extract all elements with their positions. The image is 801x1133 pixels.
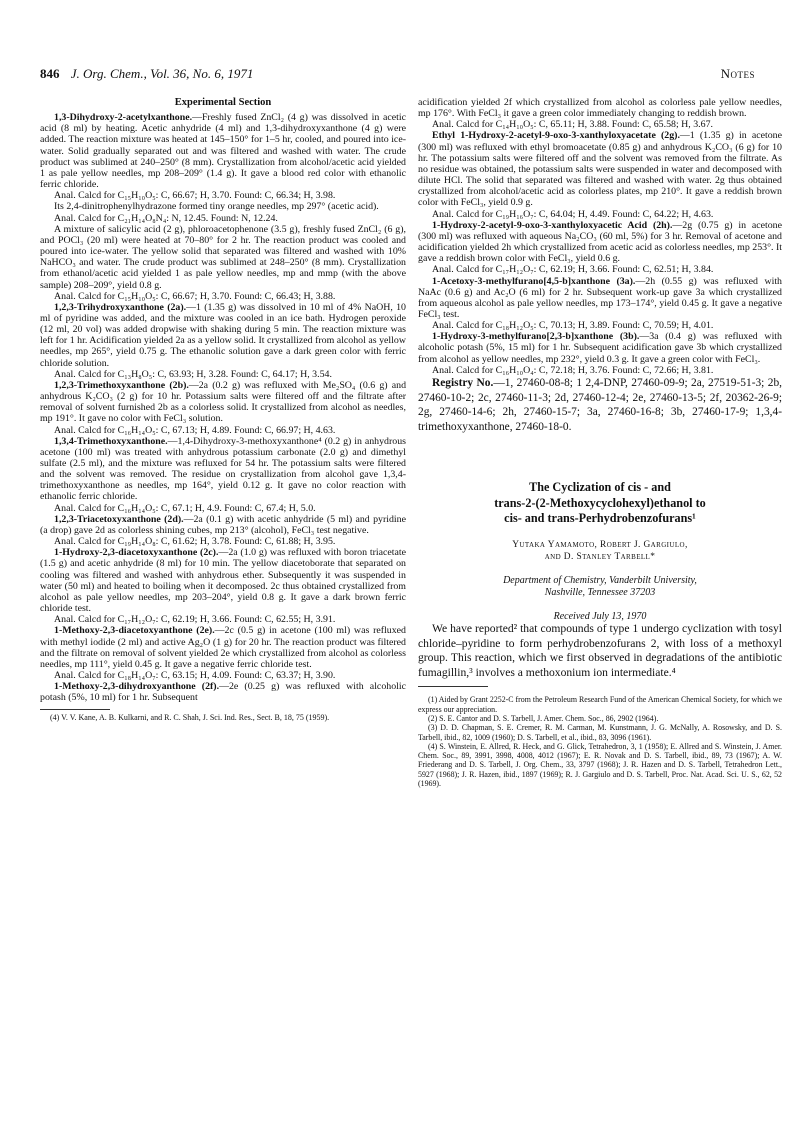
paragraph-text: Anal. Calcd for C₁₇H₁₂O₇: C, 62.19; H, 3.66. Found: C, 62.55; H, 3.91.: [54, 614, 336, 626]
references-rule: [418, 686, 488, 687]
paragraph: [40, 302, 406, 369]
paragraph-text: Anal. Calcd for C₁₉H₁₆O₇: C, 64.04; H, 4.49. Found: C, 64.22; H, 4.63.: [432, 208, 714, 220]
paragraph-text: Anal. Calcd for C₁₆H₁₄O₅: C, 67.1; H, 4.9. Found: C, 67.4; H, 5.0.: [54, 502, 316, 514]
paragraph: [418, 264, 782, 275]
paragraph: [40, 201, 406, 212]
paragraph: [418, 276, 782, 321]
authors-line-2: and D. Stanley Tarbell*: [544, 551, 656, 562]
compound-heading: 1,3-Dihydroxy-2-acetylxanthone.: [54, 112, 193, 124]
paragraph: [40, 291, 406, 302]
paragraph: [40, 614, 406, 625]
paragraph-text: —1 (1.35 g) was dissolved in 10 ml of 4% NaOH, 10 ml of pyridine was added, and the mixture was cooled in an ice bath. Hydrogen peroxide (12 ml, 20 vol) was added dropwise with shaking during 5 min. The reaction mixture was left for 1 hr. Acidification yielded 2a as a yellow solid. It crystallized from alcohol as yellow needles, mp 265°, yield 0.75 g. The ethanolic solution gave a dark green color with ferric chloride solution.: [40, 301, 406, 369]
registry-numbers: [418, 376, 782, 434]
paragraph-text: Anal. Calcd for C₁₇H₁₂O₇: C, 62.19; H, 3.66. Found: C, 62.51; H, 3.84.: [432, 264, 714, 276]
paragraph: [40, 190, 406, 201]
section-title: Experimental Section: [174, 97, 272, 108]
paragraph-text: —1,4-Dihydroxy-3-methoxyxanthone⁴ (0.2 g) in anhydrous acetone (100 ml) was treated with anhydrous potassium carbonate (2.0 g) and dimethyl sulfate (2.5 ml), and the mixture was refluxed for 54 hr. The potassium salts were filtered and the solvent was removed. The residue on crystallization from alcohol gave 1,3,4-trimethoxyxanthone as needles, mp 164°, yield 0.12 g. It gave no color reaction with ethanolic ferric chloride.: [40, 435, 406, 503]
paragraph: [418, 209, 782, 220]
running-header: [40, 66, 755, 84]
footnote: (4) V. V. Kane, A. B. Kulkarni, and R. C. Shah, J. Sci. Ind. Res., Sect. B, 18, 75 (1959).: [50, 713, 330, 723]
paragraph-text: Its 2,4-dinitrophenylhydrazone formed tiny orange needles, mp 297° (acetic acid).: [54, 201, 379, 213]
paragraph-text: —2e (0.25 g) was refluxed with alcoholic potash (5%, 10 ml) for 1 hr. Subsequent: [40, 681, 406, 704]
paragraph-text: —2a (0.1 g) with acetic anhydride (5 ml) and pyridine (a drop) gave 2d as colorless shining cubes, mp 213° (alcohol), FeCl₃ test negative.: [40, 513, 406, 536]
registry-label: Registry No.: [432, 376, 494, 389]
paragraph: [40, 514, 406, 536]
paragraph: [40, 112, 406, 190]
paragraph-text: Anal. Calcd for C₁₆H₁₄O₅: C, 67.13; H, 4.89. Found: C, 66.97; H, 4.63.: [54, 424, 336, 436]
reference-item: (2) S. E. Cantor and D. S. Tarbell, J. Amer. Chem. Soc., 86, 2902 (1964).: [428, 713, 659, 723]
title-line-2: trans-2-(2-Methoxycyclohexyl)ethanol to: [494, 495, 706, 510]
paragraph-text: —1 (1.35 g) in acetone (300 ml) was refluxed with ethyl bromoacetate (0.85 g) and anhydrous K₂CO₃ (6 g) for 10 hr. The potassium salts were filtered off and the solvent was removed from the filtrate. As no residue was obtained, the potassium salts were suspended in water and decomposed with dilute HCl. The solid that separated was filtered and washed with water. 2g thus obtained crystallized from alcohol/acetic acid as colorless plates, mp 210°. It gave a reddish brown color with FeCl₃, yield 0.9 g.: [418, 130, 782, 209]
title-line-1: The Cyclization of cis - and: [529, 480, 671, 495]
journal-citation: J. Org. Chem., Vol. 36, No. 6, 1971: [70, 66, 254, 81]
registry-text: —1, 27460-08-8; 1 2,4-DNP, 27460-09-9; 2a, 27519-51-3; 2b, 27460-10-2; 2c, 27460-11-3; 2d, 27460-12-4; 2e, 27460-13-5; 2f, 20362-26-9; 2g, 27460-14-6; 2h, 27460-15-7; 3a, 27460-16-8; 3b, 27460-17-9; 1,3,4-trimethoxyxanthone, 27460-18-0.: [418, 376, 782, 433]
compound-heading: 1-Methoxy-2,3-dihydroxyanthone (2f).: [54, 681, 220, 693]
compound-heading: Ethyl 1-Hydroxy-2-acetyl-9-oxo-3-xanthyloxyacetate (2g).: [432, 130, 680, 142]
right-column: [418, 97, 782, 788]
paragraph-text: acidification yielded 2f which crystallized from alcohol as colorless pale yellow needles, mp 176°. With FeCl₃ it gave a green color immediately changing to reddish brown.: [418, 97, 782, 120]
article-title: [418, 480, 782, 527]
paragraph-text: —2h (0.55 g) was refluxed with NaAc (0.6 g) and Ac₂O (6 ml) for 2 hr. Subsequent work-up gave 3a which crystallized from aqueous alcohol as pale yellow needles, mp 173–174°, yield 0.45 g. It gave a negative FeCl₃ test.: [418, 275, 782, 320]
reference-item: (3) D. D. Chapman, S. E. Cremer, R. M. Carman, M. Kunstmann, J. G. McNally, A. Rosowsky, and D. S. Tarbell, ibid., 82, 1009 (1960); D. S. Tarbell, et al., ibid., 83, 3096 (1961).: [418, 723, 782, 742]
paragraph: [418, 130, 782, 208]
compound-heading: 1,3,4-Trimethoxyxanthone.: [54, 435, 168, 447]
affiliation: [418, 575, 782, 599]
paragraph: [418, 331, 782, 364]
paragraph: [418, 365, 782, 376]
left-column: [40, 97, 406, 723]
paragraph: [418, 320, 782, 331]
paragraph: [40, 369, 406, 380]
reference-item: (1) Aided by Grant 2252-C from the Petroleum Research Fund of the American Chemical Society, for which we express our appreciation.: [418, 695, 782, 714]
affiliation-line-2: Nashville, Tennessee 37203: [544, 586, 656, 598]
references: [418, 695, 782, 788]
paragraph-text: —2a (1.0 g) was refluxed with boron triacetate (1.5 g) and acetic anhydride (8 ml) for 10 min. The yellow diacetoborate that separated on cooling was filtered and washed with anhydrous ether. Subsequently it was suspended in water (50 ml) and heated to boiling when it decomposed. 2c thus obtained crystallized from alcohol as pale yellow needles, mp 203–204°, yield 0.8 g. It gave a dark brown ferric chloride test.: [40, 547, 407, 615]
authors-line-1: Yutaka Yamamoto, Robert J. Gargiulo,: [512, 539, 688, 550]
paragraph: [40, 536, 406, 547]
paragraph-text: Anal. Calcd for C₁₄H₁₀O₅: C, 65.11; H, 3.88. Found: C, 65.58; H, 3.67.: [432, 119, 713, 131]
paragraph-text: Anal. Calcd for C₁₈H₁₂O₅: C, 70.13; H, 3.89. Found: C, 70.59; H, 4.01.: [432, 320, 714, 332]
section-name: Notes: [720, 66, 755, 81]
paragraph: [40, 681, 406, 703]
paragraph-text: Anal. Calcd for C₁₉H₁₄O₈: C, 61.62; H, 3.78. Found: C, 61.88; H, 3.95.: [54, 536, 336, 548]
paragraph: [40, 625, 406, 670]
compound-heading: 1,2,3-Triacetoxyxanthone (2d).: [54, 513, 184, 525]
paragraph-text: Anal. Calcd for C₂₁H₁₄O₈N₄: N, 12.45. Found: N, 12.24.: [54, 212, 278, 224]
received-date: Received July 13, 1970: [553, 610, 647, 622]
paragraph: [418, 97, 782, 119]
compound-heading: 1-Hydroxy-2,3-diacetoxyxanthone (2c).: [54, 547, 219, 559]
paragraph: [40, 670, 406, 681]
header-left: [40, 66, 253, 82]
paragraph-text: A mixture of salicylic acid (2 g), phloroacetophenone (3.5 g), freshly fused ZnCl₂ (6 g), and POCl₃ (20 ml) were heated at 70–80° for 2 hr. The reaction product was cooled and poured into ice-water. The yellow solid that separated was filtered and washed with 10% NaHCO₃ and water. The crude product was sublimed at 248–250° (8 mm). Crystallization from ethanol/acetic acid yielded 1 as pale yellow needles, mp and mmp (with the above sample) 208–209°, yield 0.8 g.: [40, 223, 406, 291]
paragraph: [418, 220, 782, 265]
paragraph: [40, 224, 406, 291]
paragraph: [40, 425, 406, 436]
paragraph-text: —2c (0.5 g) in acetone (100 ml) was refluxed with methyl iodide (2 ml) and active Ag₂O (1 g) for 20 hr. The reaction product was filtered and the filtrate on removal of solvent yielded 2e which crystallized from alcohol as colorless needles, mp 111°, yield 0.45 g. It gave a negative ferric chloride test.: [40, 625, 406, 670]
paragraph: [40, 380, 406, 425]
paragraph-text: Anal. Calcd for C₁₆H₁₀O₄: C, 72.18; H, 3.76. Found: C, 72.66; H, 3.81.: [432, 364, 714, 376]
paragraph: [40, 213, 406, 224]
affiliation-line-1: Department of Chemistry, Vanderbilt University,: [503, 574, 697, 586]
paragraph-text: Anal. Calcd for C₁₃H₈O₅: C, 63.93; H, 3.28. Found: C, 64.17; H, 3.54.: [54, 368, 332, 380]
paragraph: [40, 547, 406, 614]
page-number: 846: [40, 66, 60, 81]
paragraph-text: Anal. Calcd for C₁₅H₁₀O₅: C, 66.67; H, 3.70. Found: C, 66.43; H, 3.88.: [54, 290, 336, 302]
paragraph: [418, 119, 782, 130]
paragraph-text: —Freshly fused ZnCl₂ (4 g) was dissolved in acetic acid (8 ml) by heating. Acetic anhydride (4 ml) and 1,3-dihydroxyxanthone (4 g) were added. The reaction mixture was heated at 145–150° for 1–5 hr, cooled, and poured into ice-water. Solid gradually separated out and was filtered and washed with water. The crude product was sublimed at 240–250° (8 mm). Crystallization from alcohol/acetic acid yielded 1 as pale yellow needles, mp 208–209° (1.4 g). It gave a blood red color with ethanolic ferric chloride.: [40, 112, 406, 191]
paragraph-text: Anal. Calcd for C₁₈H₁₄O₇: C, 63.15; H, 4.09. Found: C, 63.37; H, 3.90.: [54, 669, 336, 681]
compound-heading: 1-Hydroxy-3-methylfurano[2,3-b]xanthone (3b).: [432, 331, 640, 343]
reference-item: (4) S. Winstein, E. Allred, R. Heck, and G. Glick, Tetrahedron, 3, 1 (1958); E. Allred and S. Winstein, J. Amer. Chem. Soc., 89, 3991, 3998, 4008, 4012 (1967); E. R. Novak and D. S. Tarbell, ibid., 89, 73 (1967); A. W. Friederang and D. S. Tarbell, J. Org. Chem., 33, 3797 (1968); J. R. Hazen and D. S. Tarbell, Tetrahedron Lett., 5927 (1968); J. R. Hazen, ibid., 1897 (1969); R. J. Gargiulo and D. S. Tarbell, Proc. Nat. Acad. Sci. U. S., 62, 52 (1969).: [418, 741, 782, 788]
footnote-rule: [40, 709, 110, 710]
compound-heading: 1,2,3-Trihydroxyxanthone (2a).: [54, 301, 187, 313]
title-line-3: cis- and trans-Perhydrobenzofurans¹: [504, 511, 696, 526]
article-intro: We have reported² that compounds of type 1 undergo cyclization with tosyl chloride–pyridine to form perhydrobenzofurans 2, with loss of a methoxyl group. This reaction, which we first observed in degradations of the antibiotic fumagillin,³ involves a methoxonium ion intermediate.⁴: [418, 621, 782, 679]
paragraph-text: —2a (0.2 g) was refluxed with Me₂SO₄ (0.6 g) and anhydrous K₂CO₃ (2 g) for 10 hr. Potassium salts were filtered off and the filtrate after removal of solvent furnished 2b as a colorless solid. It crystallized from alcohol as needles, mp 191°. It gave no color with FeCl₃ solution.: [40, 379, 407, 425]
paragraph-text: —2g (0.75 g) in acetone (300 ml) was refluxed with aqueous Na₂CO₃ (60 ml, 5%) for 3 hr. Removal of acetone and acidification yielded 2h which crystallized from acetic acid as colorless needles, mp 253°. It gave a reddish brown color with FeCl₃, yield 0.6 g.: [418, 219, 782, 265]
compound-heading: 1,2,3-Trimethoxyxanthone (2b).: [54, 379, 189, 391]
left-paragraphs: [40, 112, 406, 703]
compound-heading: 1-Hydroxy-2-acetyl-9-oxo-3-xanthyloxyacetic Acid (2h).: [432, 219, 673, 231]
right-paragraphs: [418, 97, 782, 376]
paragraph: [40, 436, 406, 503]
authors: [418, 539, 782, 563]
compound-heading: 1-Acetoxy-3-methylfurano[4,5-b]xanthone (3a).: [432, 275, 636, 287]
paragraph: [40, 503, 406, 514]
compound-heading: 1-Methoxy-2,3-diacetoxyanthone (2e).: [54, 625, 215, 637]
paragraph-text: Anal. Calcd for C₁₅H₁₀O₅: C, 66.67; H, 3.70. Found: C, 66.34; H, 3.98.: [54, 190, 336, 202]
paragraph-text: —3a (0.4 g) was refluxed with alcoholic potash (5%, 15 ml) for 1 hr. Subsequent acidification gave 3b which crystallized from alcohol as yellow needles, mp 232°, yield 0.3 g. It gave a green color with FeCl₃.: [418, 331, 782, 365]
